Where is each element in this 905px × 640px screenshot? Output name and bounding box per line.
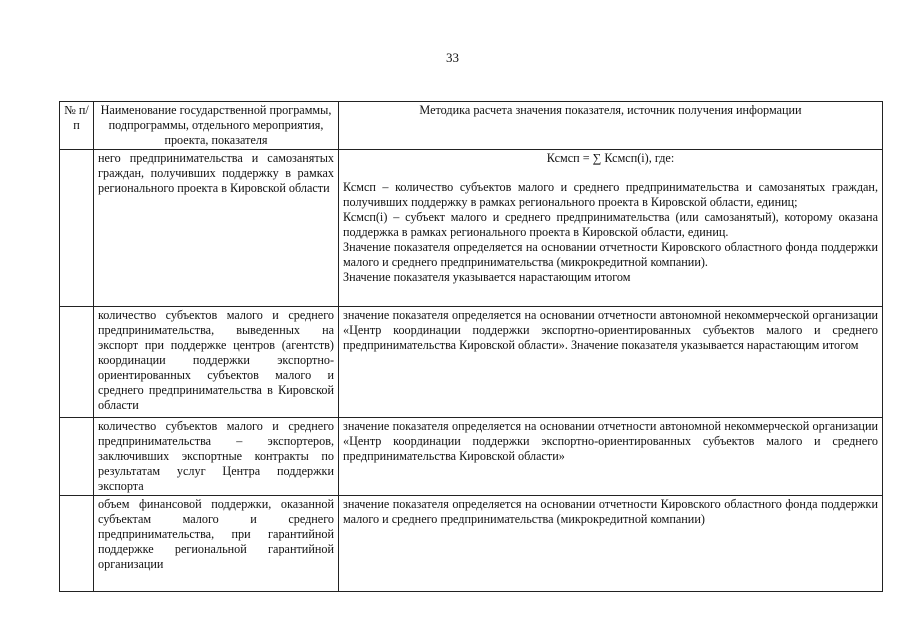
indicator-name: объем финансовой поддержки, оказанной субъектам малого и среднего предпринимательства, при гарантийной поддержке региональной гарантийной организации bbox=[94, 496, 339, 592]
header-method: Методика расчета значения показателя, источник получения информации bbox=[339, 102, 883, 150]
row-num bbox=[60, 150, 94, 307]
method-cell bbox=[339, 496, 883, 592]
table-row bbox=[60, 307, 883, 418]
table-row bbox=[60, 150, 883, 307]
row-num bbox=[60, 496, 94, 592]
indicator-name: количество субъектов малого и среднего предпринимательства, выведенных на экспорт при поддержке центров (агентств) координации поддержки экспортно-ориентированных субъектов малого и среднего предпринимательства в Кировской области bbox=[94, 307, 339, 418]
table-row bbox=[60, 418, 883, 496]
method-paragraph: значение показателя определяется на основании отчетности автономной некоммерческой организации «Центр координации поддержки экспортно-ориентированных субъектов малого и среднего предпринимательства Кировской области». Значение показателя указывается нарастающим итогом bbox=[343, 308, 878, 352]
formula: Ксмсп = ∑ Ксмсп(i), где: bbox=[546, 151, 675, 165]
method-paragraph: Ксмсп(i) – субъект малого и среднего предпринимательства (или самозанятый), которому оказана поддержка в рамках регионального проекта в Кировской области, единиц. bbox=[343, 210, 878, 239]
method-cell bbox=[339, 307, 883, 418]
method-cell bbox=[339, 150, 883, 307]
indicator-table bbox=[59, 101, 883, 592]
method-paragraph: Значение показателя указывается нарастающим итогом bbox=[343, 270, 631, 284]
indicator-name: количество субъектов малого и среднего предпринимательства – экспортеров, заключивших экспортные контракты по результатам услуг Центра поддержки экспорта bbox=[94, 418, 339, 496]
header-num: № п/п bbox=[60, 102, 94, 150]
row-num bbox=[60, 418, 94, 496]
indicator-name: него предпринимательства и самозанятых граждан, получивших поддержку в рамках регионального проекта в Кировской области bbox=[94, 150, 339, 307]
table-row bbox=[60, 496, 883, 592]
header-name: Наименование государственной программы, подпрограммы, отдельного мероприятия, проекта, показателя bbox=[94, 102, 339, 150]
method-paragraph: значение показателя определяется на основании отчетности Кировского областного фонда поддержки малого и среднего предпринимательства (микрокредитной компании) bbox=[343, 497, 878, 526]
method-paragraph: значение показателя определяется на основании отчетности автономной некоммерческой организации «Центр координации поддержки экспортно-ориентированных субъектов малого и среднего предпринимательства Кировской области» bbox=[343, 419, 878, 463]
page-number: 33 bbox=[446, 50, 459, 65]
table-header-row bbox=[60, 102, 883, 150]
method-cell bbox=[339, 418, 883, 496]
row-num bbox=[60, 307, 94, 418]
method-paragraph: Ксмсп – количество субъектов малого и среднего предпринимательства и самозанятых граждан, получивших поддержку в рамках регионального проекта в Кировской области, единиц; bbox=[343, 180, 878, 209]
method-paragraph: Значение показателя определяется на основании отчетности Кировского областного фонда поддержки малого и среднего предпринимательства (микрокредитной компании). bbox=[343, 240, 878, 269]
